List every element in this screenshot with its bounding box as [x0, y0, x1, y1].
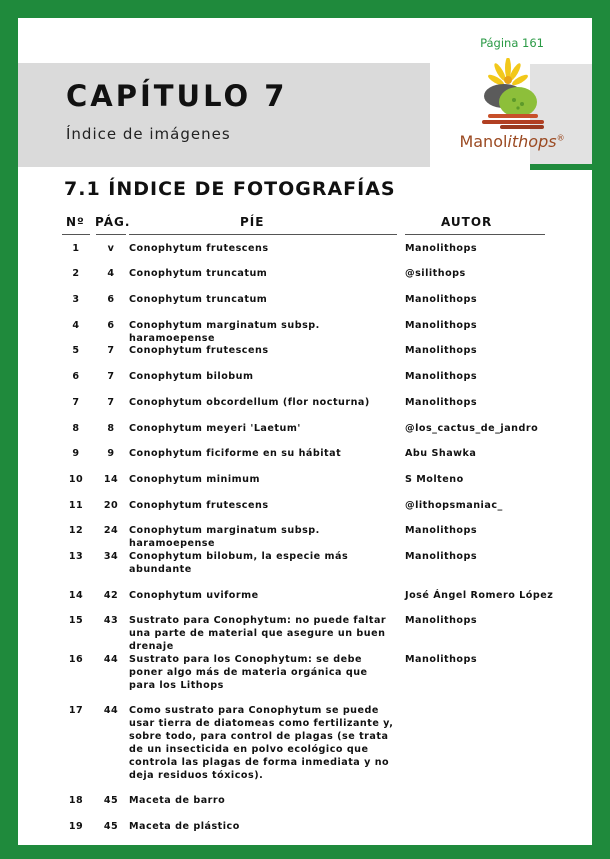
- row-caption: Conophytum frutescens: [129, 500, 269, 511]
- row-author: Manolithops: [405, 320, 478, 331]
- row-number: 8: [72, 423, 80, 434]
- row-page: 7: [107, 345, 115, 356]
- row-author: Manolithops: [405, 294, 478, 305]
- row-caption: Conophytum obcordellum (flor nocturna): [129, 397, 370, 408]
- header-accent-right: [530, 164, 592, 170]
- row-number: 15: [68, 615, 84, 626]
- row-number: 1: [72, 243, 80, 254]
- row-page: 45: [103, 821, 119, 832]
- chapter-subtitle: Índice de imágenes: [66, 125, 231, 143]
- row-caption: Conophytum truncatum: [129, 268, 268, 279]
- page-number: Página 161: [480, 36, 544, 50]
- row-page: 45: [103, 795, 119, 806]
- header-rule-num: [62, 234, 90, 235]
- row-number: 5: [72, 345, 80, 356]
- lithops-plant-icon: [452, 58, 572, 130]
- row-author: S Molteno: [405, 474, 464, 485]
- row-page: v: [107, 243, 115, 254]
- page-border-top: [0, 0, 610, 18]
- chapter-header: [18, 63, 430, 167]
- row-page: 9: [107, 448, 115, 459]
- row-caption: Conophytum uviforme: [129, 590, 259, 601]
- row-caption: Maceta de barro: [129, 795, 226, 806]
- row-number: 14: [68, 590, 84, 601]
- row-caption: Conophytum ficiforme en su hábitat: [129, 448, 342, 459]
- row-page: 6: [107, 294, 115, 305]
- row-page: 44: [103, 654, 119, 665]
- row-number: 7: [72, 397, 80, 408]
- row-page: 8: [107, 423, 115, 434]
- row-caption: Conophytum truncatum: [129, 294, 268, 305]
- row-page: 7: [107, 371, 115, 382]
- row-number: 6: [72, 371, 80, 382]
- page-border-bottom: [0, 845, 610, 859]
- row-caption: Conophytum marginatum subsp. haramoepense: [129, 525, 320, 549]
- column-header-author: AUTOR: [441, 215, 493, 229]
- row-page: 24: [103, 525, 119, 536]
- brand-logo: [452, 58, 572, 158]
- row-author: José Ángel Romero López: [405, 590, 554, 601]
- row-caption: Conophytum frutescens: [129, 243, 269, 254]
- row-caption: Sustrato para los Conophytum: se debe poner algo más de materia orgánica que para los Lithops: [129, 654, 368, 691]
- row-caption: Conophytum bilobum: [129, 371, 254, 382]
- row-page: 34: [103, 551, 119, 562]
- row-caption: Como sustrato para Conophytum se puede usar tierra de diatomeas como fertilizante y, sobre todo, para control de plagas (se trata de un insecticida en polvo ecológico que controla las plagas de forma inmediata y no deja residuos tóxicos).: [129, 705, 394, 781]
- row-number: 17: [68, 705, 84, 716]
- row-author: Abu Shawka: [405, 448, 477, 459]
- row-page: 4: [107, 268, 115, 279]
- row-caption: Conophytum minimum: [129, 474, 260, 485]
- row-author: @silithops: [405, 268, 466, 279]
- row-author: Manolithops: [405, 551, 478, 562]
- row-number: 10: [68, 474, 84, 485]
- row-caption: Conophytum frutescens: [129, 345, 269, 356]
- chapter-title: CAPÍTULO 7: [66, 79, 288, 113]
- row-author: Manolithops: [405, 397, 478, 408]
- row-caption: Sustrato para Conophytum: no puede faltar una parte de material que asegure un buen drenaje: [129, 615, 387, 652]
- row-author: @los_cactus_de_jandro: [405, 423, 539, 434]
- row-page: 43: [103, 615, 119, 626]
- row-author: @lithopsmaniac_: [405, 500, 503, 511]
- row-page: 44: [103, 705, 119, 716]
- row-caption: Maceta de plástico: [129, 821, 240, 832]
- row-caption: Conophytum bilobum, la especie más abundante: [129, 551, 349, 575]
- row-author: Manolithops: [405, 345, 478, 356]
- column-header-caption: PÍE: [240, 215, 265, 229]
- row-page: 14: [103, 474, 119, 485]
- row-number: 12: [68, 525, 84, 536]
- row-page: 6: [107, 320, 115, 331]
- row-number: 18: [68, 795, 84, 806]
- row-number: 4: [72, 320, 80, 331]
- row-page: 20: [103, 500, 119, 511]
- row-number: 9: [72, 448, 80, 459]
- row-number: 16: [68, 654, 84, 665]
- row-page: 42: [103, 590, 119, 601]
- header-rule-page: [96, 234, 126, 235]
- row-page: 7: [107, 397, 115, 408]
- brand-logo-text: Manolithops®: [459, 132, 565, 151]
- row-author: Manolithops: [405, 525, 478, 536]
- header-rule-caption: [129, 234, 397, 235]
- header-rule-author: [405, 234, 545, 235]
- row-number: 3: [72, 294, 80, 305]
- row-number: 11: [68, 500, 84, 511]
- column-header-num: Nº: [66, 215, 85, 229]
- row-author: Manolithops: [405, 615, 478, 626]
- row-author: Manolithops: [405, 243, 478, 254]
- page-border-left: [0, 0, 18, 859]
- row-number: 19: [68, 821, 84, 832]
- row-number: 13: [68, 551, 84, 562]
- row-caption: Conophytum marginatum subsp. haramoepense: [129, 320, 320, 344]
- row-number: 2: [72, 268, 80, 279]
- section-title: 7.1 ÍNDICE DE FOTOGRAFÍAS: [64, 178, 396, 200]
- row-caption: Conophytum meyeri 'Laetum': [129, 423, 301, 434]
- column-header-page: PÁG.: [95, 215, 131, 229]
- page-border-right: [592, 0, 610, 859]
- row-author: Manolithops: [405, 371, 478, 382]
- row-author: Manolithops: [405, 654, 478, 665]
